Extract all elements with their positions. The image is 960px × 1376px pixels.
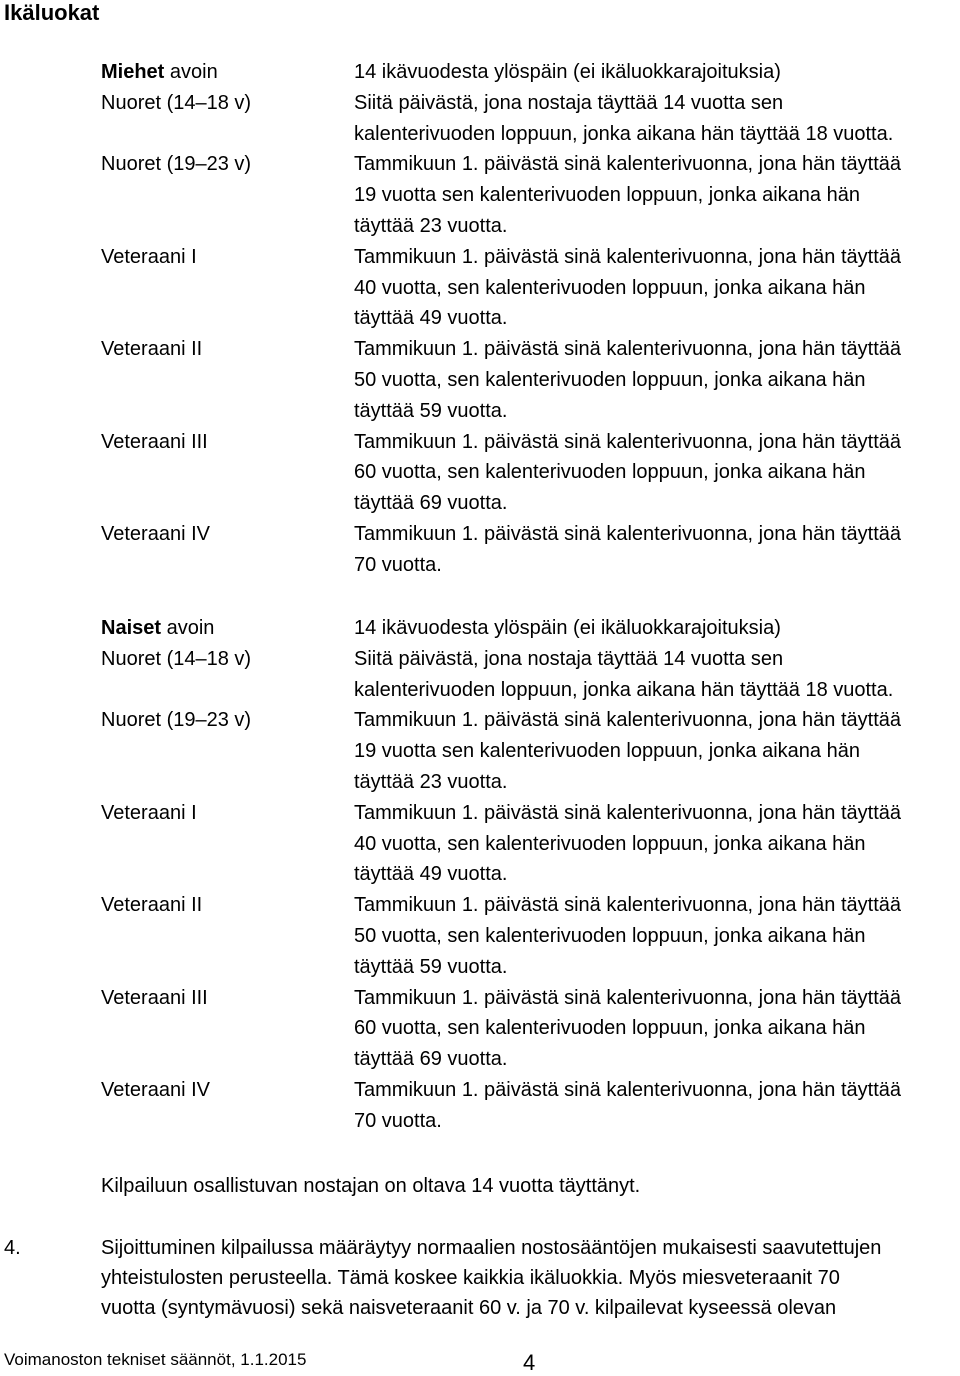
description-line: Tammikuun 1. päivästä sinä kalenterivuonna, jona hän täyttää bbox=[354, 338, 902, 361]
description-line: täyttää 59 vuotta. bbox=[354, 955, 508, 978]
class-description bbox=[354, 519, 960, 581]
description-line: Tammikuun 1. päivästä sinä kalenterivuonna, jona hän täyttää bbox=[354, 1078, 902, 1101]
class-row bbox=[101, 88, 960, 150]
class-row bbox=[101, 334, 960, 426]
group-title: Naiset bbox=[101, 617, 162, 639]
rule-line: Sijoittuminen kilpailussa määräytyy normaalien nostosääntöjen mukaisesti saavutettujen bbox=[101, 1237, 882, 1259]
men-classes bbox=[101, 57, 960, 581]
description-line: 50 vuotta, sen kalenterivuoden loppuun, jonka aikana hän bbox=[354, 924, 866, 947]
description-line: Tammikuun 1. päivästä sinä kalenterivuonna, jona hän täyttää bbox=[354, 522, 902, 545]
description-line: täyttää 69 vuotta. bbox=[354, 492, 508, 515]
class-label: Nuoret (14–18 v) bbox=[101, 91, 252, 114]
description-line: 14 ikävuodesta ylöspäin (ei ikäluokkarajoituksia) bbox=[354, 61, 781, 83]
description-line: 70 vuotta. bbox=[354, 553, 442, 576]
class-description bbox=[354, 798, 960, 890]
page-number: 4 bbox=[523, 1350, 536, 1375]
class-label: Veteraani III bbox=[101, 430, 208, 453]
rule-number: 4. bbox=[4, 1237, 21, 1259]
class-label: Nuoret (19–23 v) bbox=[101, 709, 252, 732]
rule-line: yhteistulosten perusteella. Tämä koskee kaikkia ikäluokkia. Myös miesveteraanit 70 bbox=[101, 1267, 840, 1289]
class-label: Nuoret (14–18 v) bbox=[101, 647, 252, 670]
class-row bbox=[101, 519, 960, 581]
class-row bbox=[101, 644, 960, 706]
class-label bbox=[101, 613, 354, 644]
description-line: täyttää 49 vuotta. bbox=[354, 307, 508, 330]
description-line: Tammikuun 1. päivästä sinä kalenterivuonna, jona hän täyttää bbox=[354, 801, 902, 824]
description-line: 40 vuotta, sen kalenterivuoden loppuun, jonka aikana hän bbox=[354, 276, 866, 299]
class-label: Veteraani IV bbox=[101, 522, 210, 545]
class-row bbox=[101, 1075, 960, 1137]
description-line: 60 vuotta, sen kalenterivuoden loppuun, jonka aikana hän bbox=[354, 1017, 866, 1040]
class-label-rest: avoin bbox=[164, 61, 218, 83]
page-heading: Ikäluokat bbox=[4, 0, 100, 25]
class-description bbox=[354, 705, 960, 797]
class-label: Veteraani I bbox=[101, 245, 197, 268]
class-description bbox=[354, 1075, 960, 1137]
description-line: Siitä päivästä, jona nostaja täyttää 14 vuotta sen bbox=[354, 647, 784, 670]
description-line: Tammikuun 1. päivästä sinä kalenterivuonna, jona hän täyttää bbox=[354, 430, 902, 453]
description-line: Siitä päivästä, jona nostaja täyttää 14 vuotta sen bbox=[354, 91, 784, 114]
description-line: Tammikuun 1. päivästä sinä kalenterivuonna, jona hän täyttää bbox=[354, 245, 902, 268]
rule-text bbox=[101, 1233, 881, 1323]
class-description bbox=[354, 427, 960, 519]
description-line: 40 vuotta, sen kalenterivuoden loppuun, jonka aikana hän bbox=[354, 832, 866, 855]
class-row bbox=[101, 613, 960, 644]
rule-line: vuotta (syntymävuosi) sekä naisveteraanit 60 v. ja 70 v. kilpailevat kyseessä olevan bbox=[101, 1297, 837, 1319]
class-row bbox=[101, 242, 960, 334]
class-description bbox=[354, 242, 960, 334]
class-description bbox=[354, 644, 960, 706]
class-description bbox=[354, 613, 960, 644]
class-description bbox=[354, 983, 960, 1075]
description-line: täyttää 49 vuotta. bbox=[354, 863, 508, 886]
class-label: Veteraani II bbox=[101, 338, 203, 361]
description-line: Tammikuun 1. päivästä sinä kalenterivuonna, jona hän täyttää bbox=[354, 709, 902, 732]
description-line: Tammikuun 1. päivästä sinä kalenterivuonna, jona hän täyttää bbox=[354, 894, 902, 917]
description-line: kalenterivuoden loppuun, jonka aikana hän täyttää 18 vuotta. bbox=[354, 122, 894, 145]
women-classes bbox=[101, 613, 960, 1137]
description-line: täyttää 23 vuotta. bbox=[354, 770, 508, 793]
document-footer: Voimanoston tekniset säännöt, 1.1.2015 bbox=[4, 1350, 307, 1369]
class-row bbox=[101, 427, 960, 519]
class-row bbox=[101, 983, 960, 1075]
description-line: 70 vuotta. bbox=[354, 1109, 442, 1132]
description-line: 19 vuotta sen kalenterivuoden loppuun, jonka aikana hän bbox=[354, 184, 860, 207]
description-line: 50 vuotta, sen kalenterivuoden loppuun, jonka aikana hän bbox=[354, 368, 866, 391]
class-description bbox=[354, 149, 960, 241]
class-row bbox=[101, 149, 960, 241]
class-row bbox=[101, 705, 960, 797]
description-line: kalenterivuoden loppuun, jonka aikana hän täyttää 18 vuotta. bbox=[354, 678, 894, 701]
description-line: 60 vuotta, sen kalenterivuoden loppuun, jonka aikana hän bbox=[354, 461, 866, 484]
age-requirement-note: Kilpailuun osallistuvan nostajan on oltava 14 vuotta täyttänyt. bbox=[101, 1175, 641, 1197]
description-line: Tammikuun 1. päivästä sinä kalenterivuonna, jona hän täyttää bbox=[354, 986, 902, 1009]
class-label: Veteraani III bbox=[101, 986, 208, 1009]
class-description bbox=[354, 890, 960, 982]
class-label: Veteraani I bbox=[101, 801, 197, 824]
rule-paragraph bbox=[4, 1233, 881, 1323]
description-line: täyttää 23 vuotta. bbox=[354, 214, 508, 237]
description-line: 19 vuotta sen kalenterivuoden loppuun, jonka aikana hän bbox=[354, 740, 860, 763]
class-label: Nuoret (19–23 v) bbox=[101, 153, 252, 176]
description-line: Tammikuun 1. päivästä sinä kalenterivuonna, jona hän täyttää bbox=[354, 153, 902, 176]
class-row bbox=[101, 798, 960, 890]
class-description bbox=[354, 88, 960, 150]
group-title: Miehet bbox=[101, 61, 165, 83]
class-description bbox=[354, 57, 960, 88]
class-description bbox=[354, 334, 960, 426]
class-label-rest: avoin bbox=[161, 617, 215, 639]
description-line: täyttää 59 vuotta. bbox=[354, 399, 508, 422]
description-line: 14 ikävuodesta ylöspäin (ei ikäluokkarajoituksia) bbox=[354, 617, 781, 639]
description-line: täyttää 69 vuotta. bbox=[354, 1048, 508, 1071]
class-label: Veteraani II bbox=[101, 894, 203, 917]
class-label bbox=[101, 57, 354, 88]
class-row bbox=[101, 57, 960, 88]
class-row bbox=[101, 890, 960, 982]
class-label: Veteraani IV bbox=[101, 1078, 210, 1101]
